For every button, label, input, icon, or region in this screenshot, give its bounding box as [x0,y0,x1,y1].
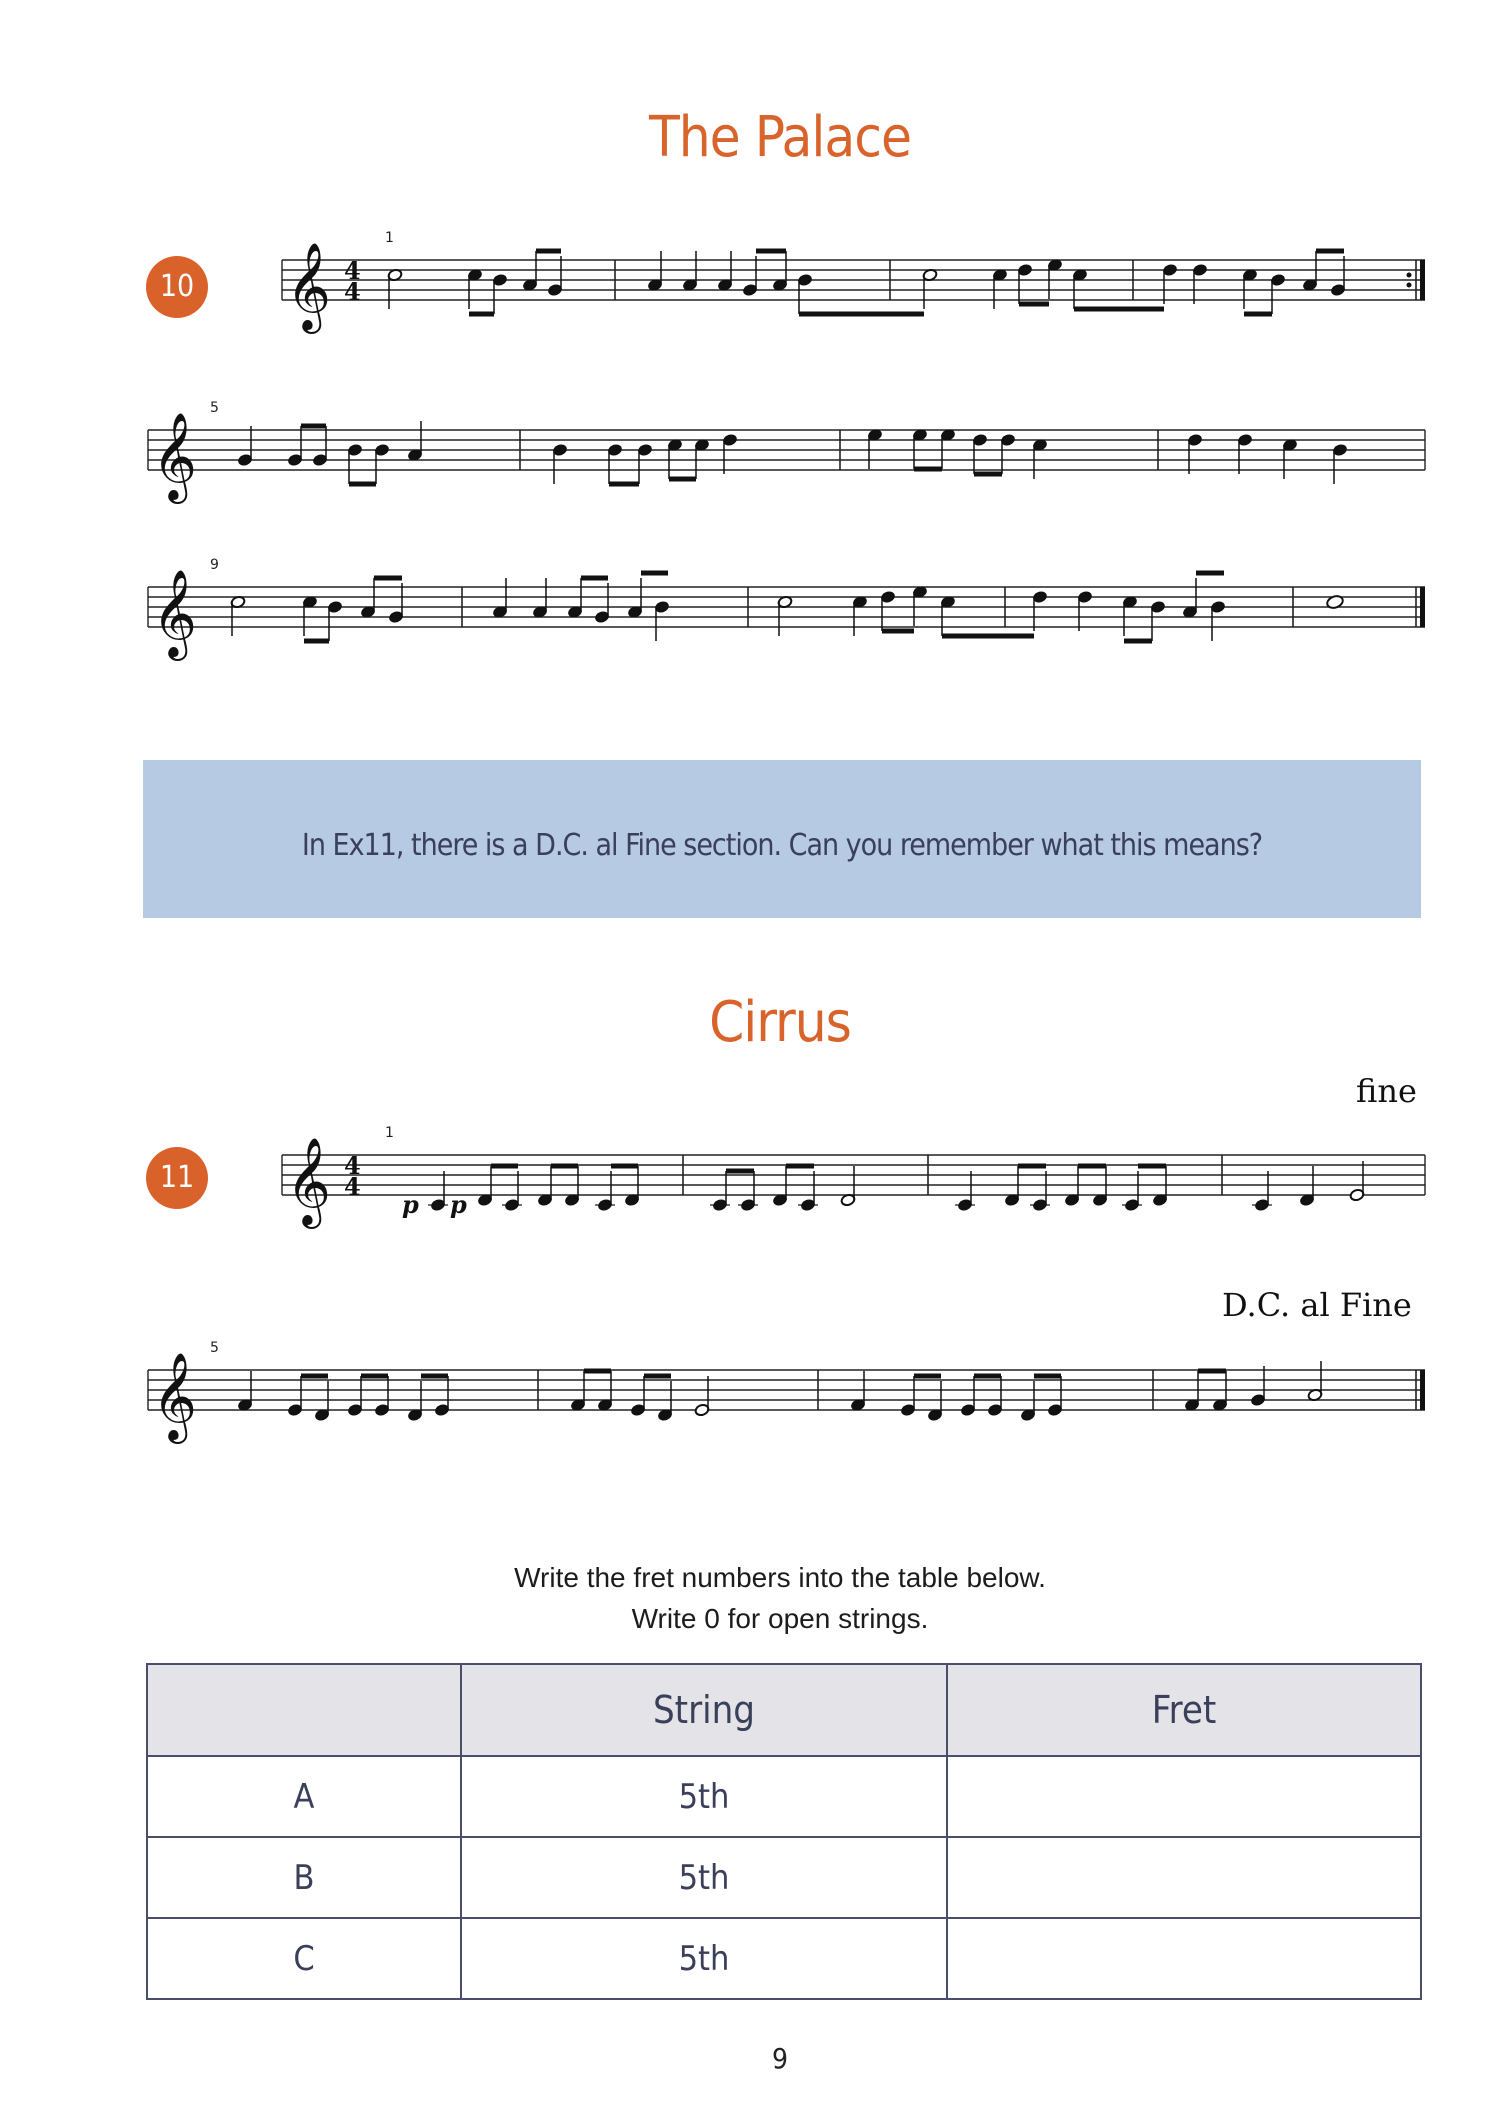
measure-number: 9 [210,557,219,573]
repeat-dot [1407,273,1412,278]
title-the-palace: The Palace [648,105,911,170]
page-number: 9 [771,2042,789,2075]
time-signature-top: 4 [344,1151,361,1180]
title-cirrus: Cirrus [709,990,851,1055]
exercise-number-10-badge: 10 [146,256,208,318]
table-cell-string: 5th [461,1918,947,1999]
exercise-number-11-badge: 11 [146,1147,208,1209]
table-cell-string: 5th [461,1756,947,1837]
table-cell-fret-input[interactable] [947,1756,1421,1837]
table-cell-note: A [147,1756,461,1837]
dynamic-marking: p [450,1190,467,1219]
treble-clef-icon: 𝄞 [286,1136,331,1225]
measure-number: 1 [385,230,394,246]
table-row [147,1756,1421,1837]
staff-ex11-line-1 [0,1110,1500,1250]
treble-clef-icon: 𝄞 [152,568,197,657]
table-row [147,1837,1421,1918]
table-header-cell [147,1664,461,1756]
dynamic-marking: p [402,1190,419,1219]
final-barline-thick [1420,260,1425,300]
staff-ex10-line-3 [0,547,1500,677]
staff-ex10-line-2 [0,390,1500,520]
repeat-dot [1407,283,1412,288]
table-cell-note: B [147,1837,461,1918]
table-cell-note: C [147,1918,461,1999]
table-header-string: String [461,1664,947,1756]
direction-fine: fine [1356,1072,1417,1110]
table-cell-fret-input[interactable] [947,1837,1421,1918]
treble-clef-icon: 𝄞 [152,411,197,500]
time-signature-bottom: 4 [344,277,361,306]
callout-box [143,760,1421,918]
direction-dc-al-fine: D.C. al Fine [1222,1286,1412,1324]
table-header-fret: Fret [947,1664,1421,1756]
fret-table [146,1663,1422,2000]
time-signature-top: 4 [344,256,361,285]
table-cell-string: 5th [461,1837,947,1918]
staff-ex11-line-2 [0,1330,1500,1460]
table-cell-fret-input[interactable] [947,1918,1421,1999]
final-barline-thick [1420,587,1425,627]
time-signature-bottom: 4 [344,1172,361,1201]
measure-number: 1 [385,1125,394,1141]
treble-clef-icon: 𝄞 [286,241,331,330]
measure-number: 5 [210,400,219,416]
measure-number: 5 [210,1340,219,1356]
treble-clef-icon: 𝄞 [152,1351,197,1440]
table-header-row [147,1664,1421,1756]
instruction-line-1: Write the fret numbers into the table below. [514,1562,1046,1593]
instruction-line-2: Write 0 for open strings. [631,1603,929,1634]
table-row [147,1918,1421,1999]
callout-text: In Ex11, there is a D.C. al Fine section. Can you remember what this means? [301,828,1263,863]
staff-ex10-line-1 [0,220,1500,350]
final-barline-thick [1420,1370,1425,1410]
